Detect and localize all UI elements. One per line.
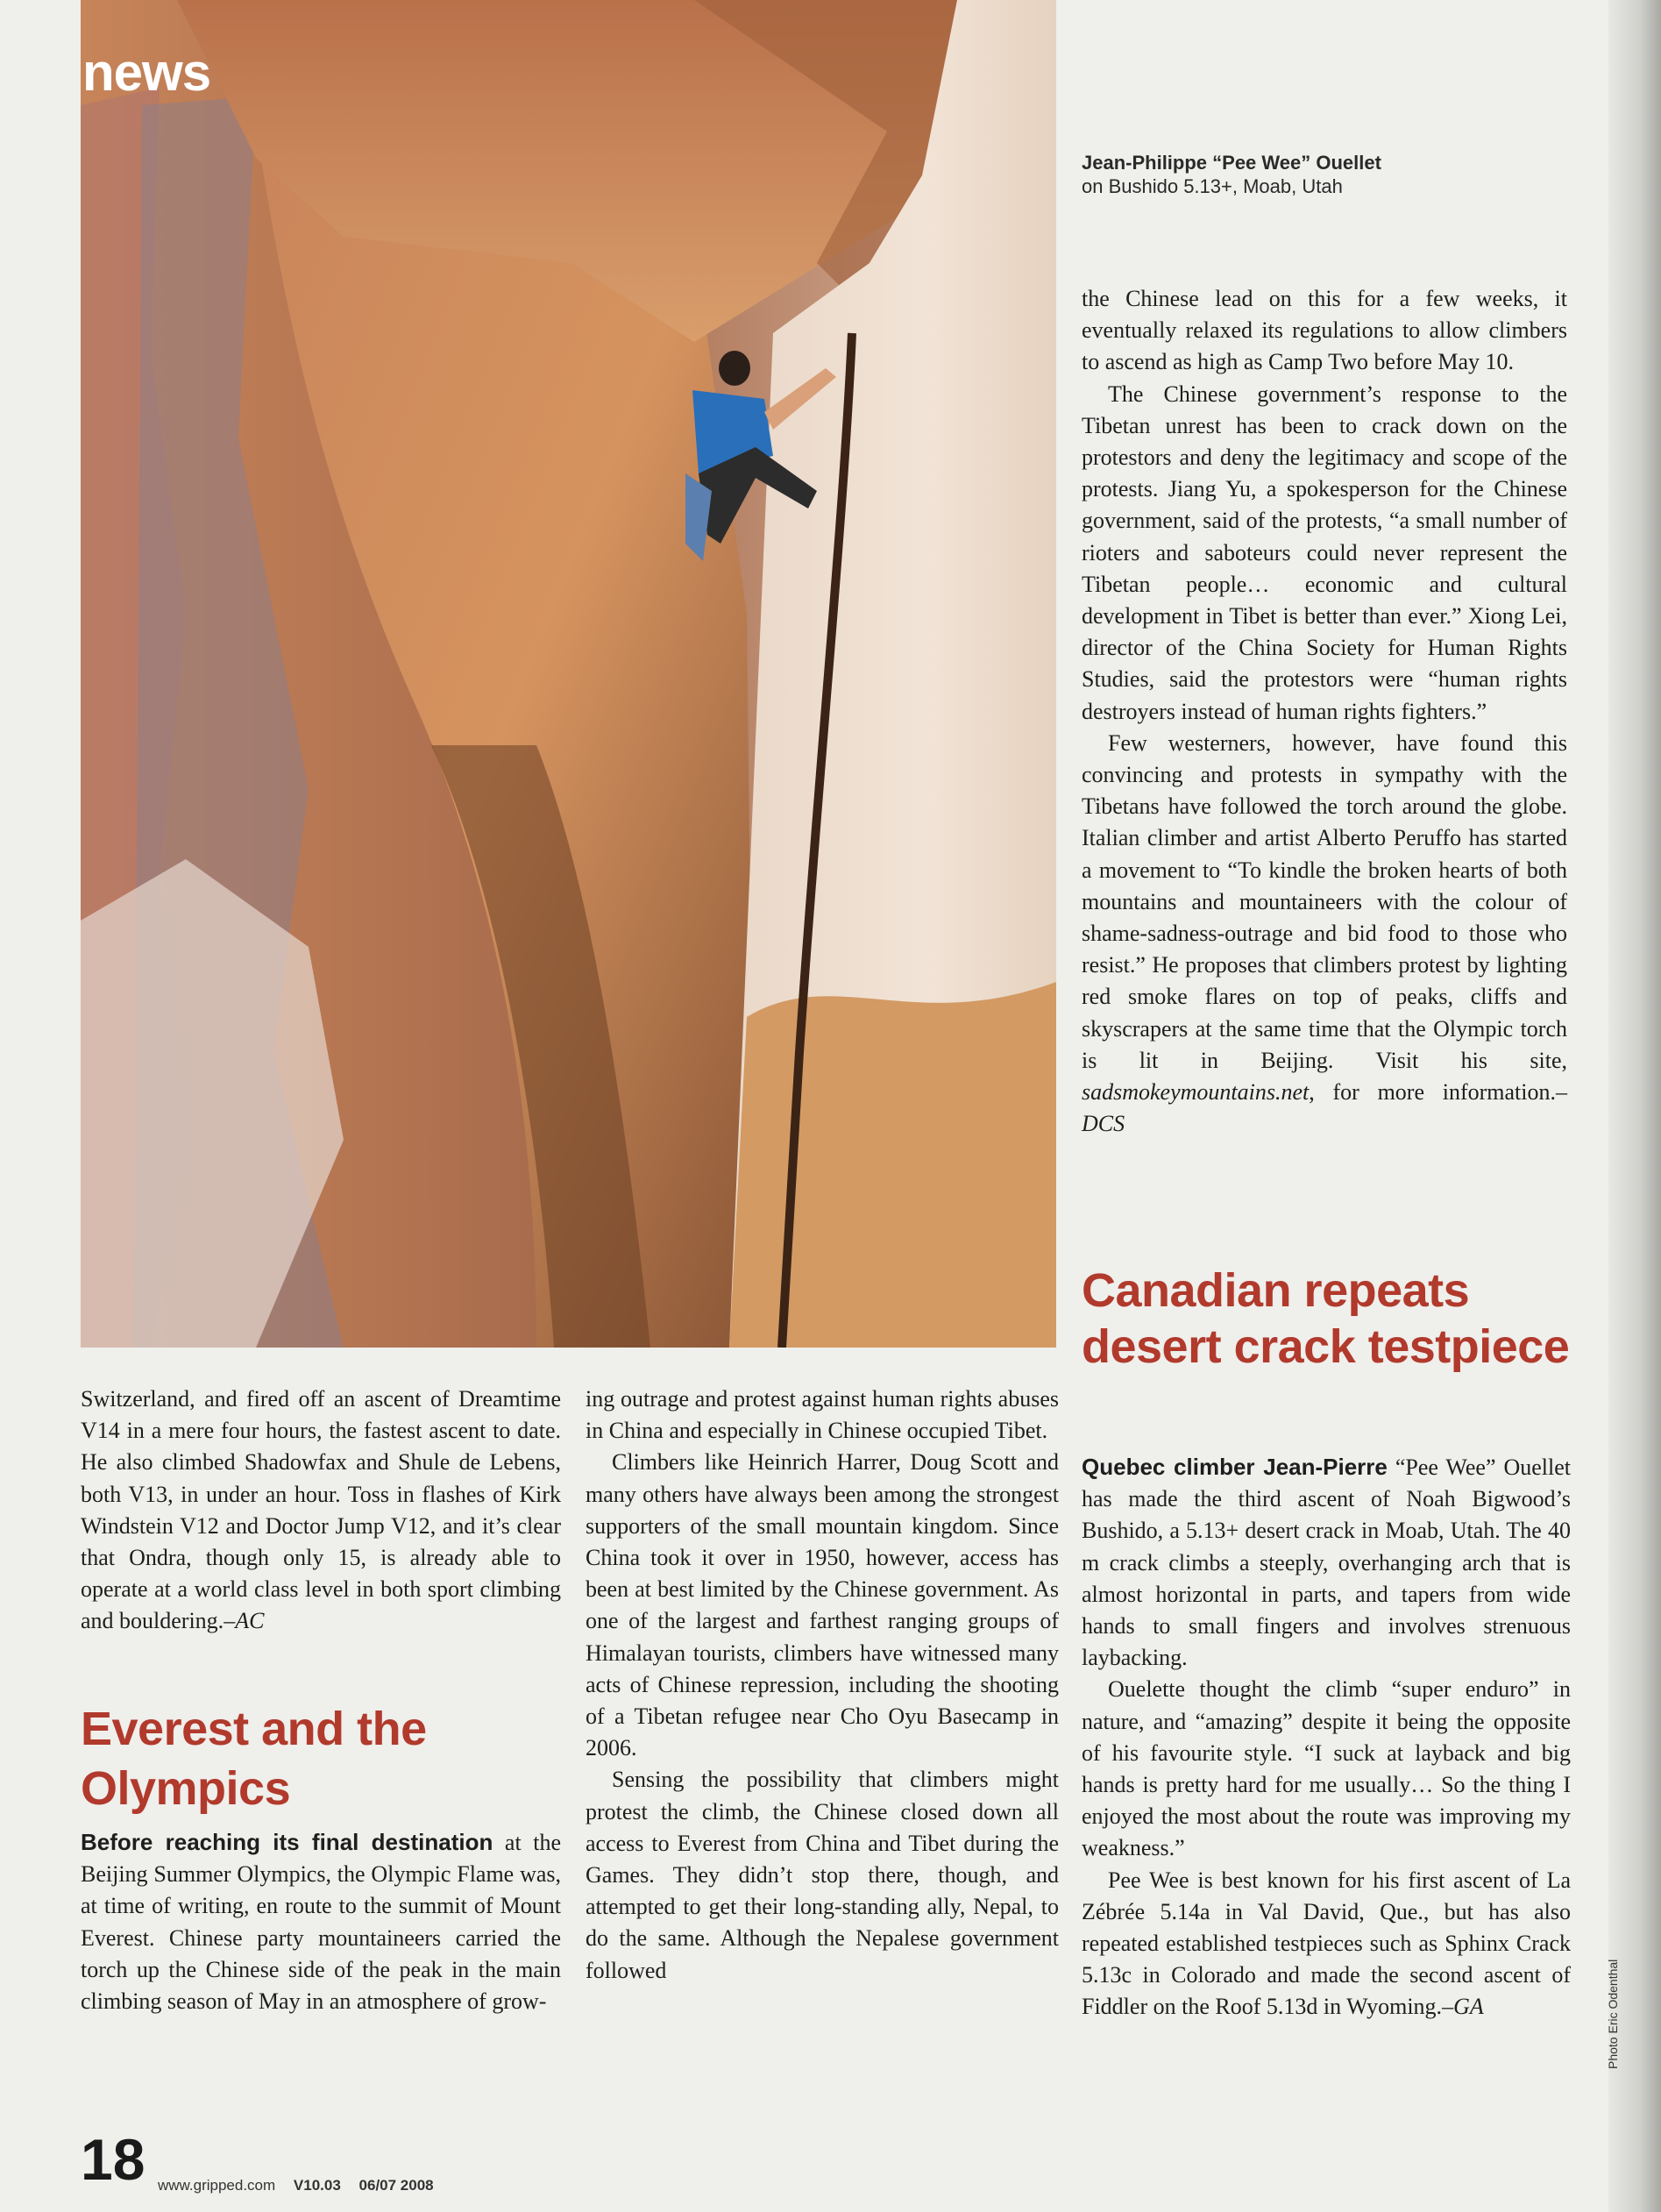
caption-text: on Bushido 5.13+, Moab, Utah: [1082, 175, 1343, 197]
column-3: [1082, 283, 1567, 1140]
section-label: news: [82, 43, 211, 102]
column-2-para-3: Sensing the possibility that climbers might protest the climb, the Chinese closed down all access to Everest from China and Tibet during the Games. They didn’t stop there, though, and attempted to get their long-standing ally, Nepal, to do the same. Although the Nepalese government followed: [586, 1767, 1059, 1983]
column-4-para-1-text: “Pee Wee” Ouellet has made the third ascent of Noah Bigwood’s Bushido, a 5.13+ desert crack in Moab, Utah. The 40 m crack climbs a steeply, overhanging arch that is almost horizontal in parts, and tapers from wide hands to small fingers and involves strenuous laybacking.: [1082, 1455, 1571, 1671]
page-edge-shadow: [1608, 0, 1661, 2212]
column-3-para-2: The Chinese government’s response to the Tibetan unrest has been to crack down on the protestors and deny the legitimacy and scope of the protests. Jiang Yu, a spokesperson for the Chinese government, said of the protests, “a small number of rioters and saboteurs could never represent the Tibetan people… economic and cultural development in Tibet is better than ever.” Xiong Lei, director of the China Society for Human Rights Studies, said the protestors were “human rights destroyers instead of human rights fighters.”: [1082, 381, 1567, 724]
website-link[interactable]: sadsmokeymountains.net: [1082, 1079, 1310, 1106]
column-2: [586, 1383, 1059, 1987]
photo-credit-text: Photo Eric Odenthal: [1606, 1959, 1620, 2069]
photo-credit: [1606, 1938, 1623, 2069]
lead-in-everest: Before reaching its final destination: [81, 1829, 493, 1855]
column-2-para-1: ing outrage and protest against human rights abuses in China and especially in Chinese occupied Tibet.: [586, 1386, 1059, 1444]
footer-info: [158, 2177, 448, 2194]
column-4-para-3-text: Pee Wee is best known for his first ascent of La Zébrée 5.14a in Val David, Que., but has also repeated established testpieces such as Sphinx Crack 5.13c in Colorado and made the second ascent of Fiddler on the Roof 5.13d in Wyoming.: [1082, 1867, 1571, 2020]
column-3-para-1: the Chinese lead on this for a few weeks, it eventually relaxed its regulations to allow climbers to ascend as high as Camp Two before May 10.: [1082, 286, 1567, 375]
column-1-para-2-text: at the Beijing Summer Olympics, the Olympic Flame was, at time of writing, en route to the summit of Mount Everest. Chinese party mountaineers carried the torch up the Chinese side of the peak in the main climbing season of May in an atmosphere of grow-: [81, 1830, 562, 2015]
lead-in-canadian: Quebec climber Jean-Pierre: [1082, 1454, 1388, 1480]
page-number: 18: [81, 2127, 146, 2192]
footer-website[interactable]: www.gripped.com: [158, 2177, 276, 2194]
footer-date: 06/07 2008: [358, 2177, 434, 2194]
column-3-para-3-end: , for more information.: [1309, 1079, 1556, 1106]
column-1: [81, 1383, 561, 1638]
byline-ac: –AC: [224, 1608, 265, 1634]
column-4-para-3: [1082, 1865, 1571, 2024]
caption-name: Jean-Philippe “Pee Wee” Ouellet: [1082, 152, 1381, 174]
column-4: [1082, 1451, 1571, 2024]
byline-dcs: –DCS: [1082, 1079, 1567, 1137]
footer-volume: V10.03: [293, 2177, 341, 2194]
column-1-lead-paragraph: [81, 1826, 561, 2017]
desert-crack-illustration: [81, 0, 1056, 1348]
column-1-paragraph: [81, 1383, 561, 1638]
column-1-lower: [81, 1826, 561, 2017]
column-3-para-3: [1082, 728, 1567, 1141]
column-4-para-1: [1082, 1451, 1571, 1674]
photo-caption: [1082, 151, 1397, 198]
headline-everest: Everest and the Olympics: [81, 1703, 427, 1815]
byline-ga: –GA: [1442, 1994, 1484, 2020]
column-1-para-1-text: Switzerland, and fired off an ascent of Dreamtime V14 in a mere four hours, the fastest ascent to date. He also climbed Shadowfax and Shule de Lebens, both V13, in under an hour. Toss in flashes of Kirk Windstein V12 and Doctor Jump V12, and it’s clear that Ondra, though only 15, is already able to operate at a world class level in both sport climbing and bouldering.: [81, 1386, 561, 1634]
column-4-para-2: Ouelette thought the climb “super enduro” in nature, and “amazing” despite it being the opposite of his favourite style. “I suck at layback and big hands is pretty hard for me usually… So the thing I enjoyed the most about the route was improving my weakness.”: [1082, 1676, 1571, 1861]
column-2-para-2: Climbers like Heinrich Harrer, Doug Scott and many others have always been among the strongest supporters of the small mountain kingdom. Since China took it over in 1950, however, access has been at best limited by the Chinese government. As one of the largest and farthest ranging groups of Himalayan tourists, climbers have witnessed many acts of Chinese repression, including the shooting of a Tibetan refugee near Cho Oyu Basecamp in 2006.: [586, 1449, 1059, 1761]
climbing-photo: [81, 0, 1056, 1348]
column-3-para-3-text: Few westerners, however, have found this convincing and protests in sympathy with the Tibetans have followed the torch around the globe. Italian climber and artist Alberto Peruffo has started a movement to “To kindle the broken hearts of both mountains and mountaineers with the colour of shame-sadness-outrage and bid food to those who resist.” He proposes that climbers protest by lighting red smoke flares on top of peaks, cliffs and skyscrapers at the same time that the Olympic torch is lit in Beijing. Visit his site,: [1082, 729, 1567, 1073]
headline-canadian: Canadian repeats desert crack testpiece: [1082, 1264, 1570, 1373]
